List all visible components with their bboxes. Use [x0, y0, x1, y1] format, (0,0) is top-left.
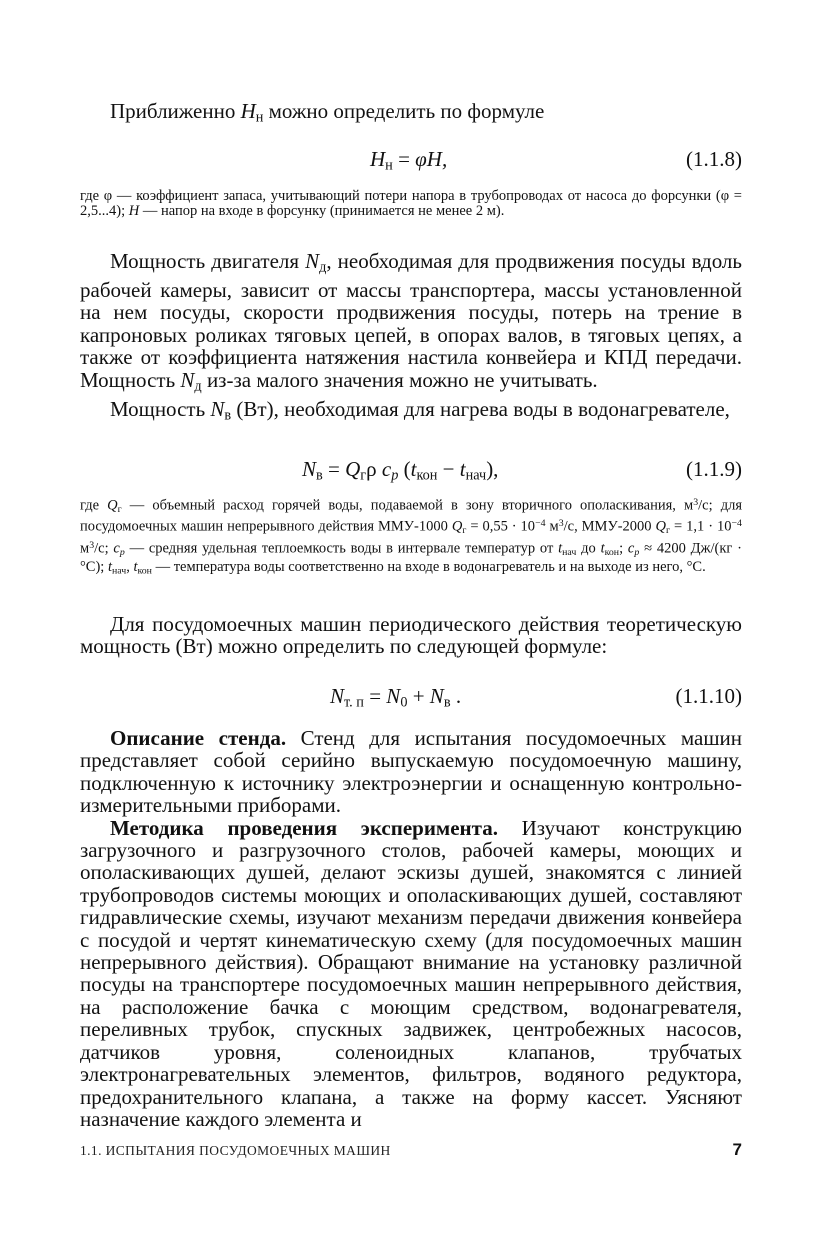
paragraph-periodic-machines: Для посудомоечных машин периодического действия теоретическую мощность (Вт) можно определить по следующей формуле: — [80, 612, 742, 659]
paragraph-intro-formula: Приближенно $H_н$ можно определить по формуле — [110, 99, 545, 126]
run-in-heading: Методика проведения эксперимента. — [110, 815, 498, 840]
running-title: 1.1. ИСПЫТАНИЯ ПОСУДОМОЕЧНЫХ МАШИН — [80, 1143, 391, 1158]
run-in-heading: Описание стенда. — [110, 726, 287, 750]
paragraph-experiment-method: Методика проведения эксперимента. Изучают конструкцию загрузочного и разгрузочного столов, рабочей камеры, моющих и ополаскивающих душей, делают эскизы душей, знакомятся с линией трубопроводов системы моющих и ополаскивающих душей, составляют гидравлические схемы, изучают механизм передачи движения конвейера с посудой и чертят кинематическую схему (для посудомоечных машин непрерывного действия). Обращают внимание на установку различной посуды на транспортере посудомоечных машин непрерывного действия, на расположение бачка с моющим средством, водонагревателя, переливных трубок, спускных задвижек, центробежных насосов, датчиков уровня, соленоидных клапанов, трубчатых электронагревательных элементов, фильтров, водяного редуктора, предохранительного клапана, а также на форму кассет. Уясняют назначение каждого элемента и — [80, 815, 742, 1131]
formula-number: (1.1.10) — [675, 684, 742, 708]
paragraph-motor-power: Мощность двигателя $N_д$, необходимая для продвижения посуды вдоль рабочей камеры, зависит от массы транспортера, массы установленной на нем посуды, скорости продвижения посуды, потерь на трение в капроновых роликах тяговых цепей, в опорах валов, в тяговых цепях, а также от коэффициента натяжения настила конвейера и КПД передачи. Мощность $N_д$ из-за малого значения можно не учитывать. Мощность $N_в$ (Вт), необходимая для нагрева воды в водонагревателе, — [80, 250, 742, 427]
formula-1-1-10: $N_{т. п} = N_0 + N_в$ . (1.1.10) — [330, 684, 742, 711]
page-footer — [80, 1140, 742, 1162]
footnote-phi: где φ — коэффициент запаса, учитывающий потери напора в трубопроводах от насоса до форсунки (φ = 2,5...4); H — напор на входе в форсунку (принимается не менее 2 м). — [80, 188, 742, 219]
page-number: 7 — [732, 1140, 742, 1159]
paragraph-stand-description: Описание стенда. Стенд для испытания посудомоечных машин представляет собой серийно выпускаемую посудомоечную машину, подключенную к источнику электроэнергии и оснащенную контрольно-измерительными приборами. — [80, 726, 743, 818]
formula-1-1-9: $N_в = Q_г\rho$ $c_p$ $(t_{кон} - t_{нач})$, (1.1.9) — [302, 457, 742, 484]
formula-number: (1.1.9) — [686, 457, 742, 481]
footnote-flow-rate: где $Q_г$ — объемный расход горячей воды, подаваемой в зону вторичного ополаскивания, $м^3/с$; для посудомоечных машин непрерывного действия ММУ-1000 $Q_г = 0,55 \cdot 10^{-4}$ $м^3/с$, ММУ-2000 $Q_г = 1,1 \cdot 10^{-4}$ $м^3/с$; $c_p$ — средняя удельная теплоемкость воды в интервале температур от $t_{нач}$ до $t_{кон}$; $c_p \approx 4200$ Дж/(кг · °С); $t_{нач}$, $t_{кон}$ — температура воды соответственно на входе в водонагреватель и на выходе из него, °С. — [80, 497, 742, 577]
paragraph-heater-power: Мощность $N_в$ (Вт), необходимая для нагрева воды в водонагревателе, — [110, 396, 730, 424]
formula-number: (1.1.8) — [686, 147, 742, 171]
formula-1-1-8: $H_н = \varphi H$, (1.1.8) — [370, 147, 742, 174]
section-stand-and-method — [80, 727, 742, 1130]
